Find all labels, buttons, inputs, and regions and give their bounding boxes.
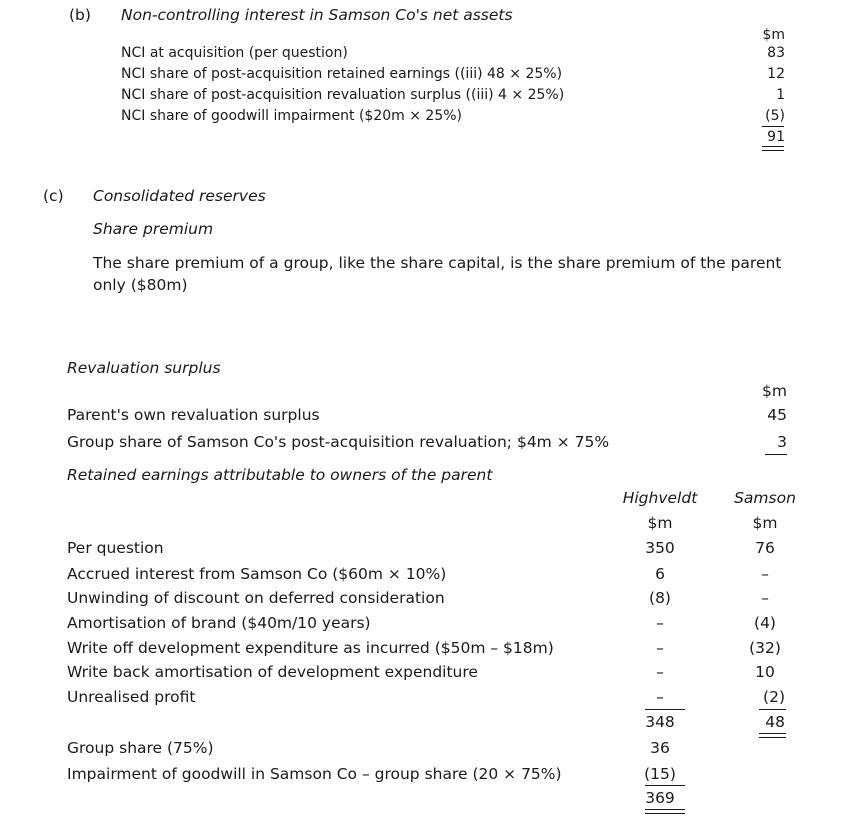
highveldt-unit: $m — [647, 514, 673, 532]
section-c-label: (c) — [43, 187, 64, 205]
highveldt-value: 6 — [655, 565, 665, 583]
highveldt-value: (8) — [649, 589, 671, 607]
nci-row-label: NCI share of post-acquisition retained earnings ((iii) 48 × 25%) — [121, 66, 563, 82]
samson-value: 76 — [755, 539, 775, 557]
retained-row-label: Per question — [67, 539, 164, 557]
nci-row-label: NCI at acquisition (per question) — [121, 45, 348, 61]
share-premium-heading: Share premium — [93, 220, 214, 238]
subtotal-rule — [645, 709, 685, 710]
revaluation-row-value: 3 — [777, 433, 787, 451]
nci-row-label: NCI share of post-acquisition revaluation surplus ((iii) 4 × 25%) — [121, 87, 565, 103]
total-double-rule — [645, 809, 685, 814]
revaluation-row-label: Group share of Samson Co's post-acquisition revaluation; $4m × 75% — [67, 433, 610, 451]
retained-row-label: Write off development expenditure as incurred ($50m – $18m) — [67, 639, 554, 657]
retained-row-label: Unrealised profit — [67, 688, 196, 706]
subtotal-rule — [762, 126, 784, 127]
highveldt-value: – — [656, 663, 664, 681]
subtotal-rule — [765, 454, 787, 455]
retained-row-label: Write back amortisation of development expenditure — [67, 663, 478, 681]
samson-subtotal: 48 — [765, 713, 785, 731]
revaluation-unit: $m — [762, 382, 787, 400]
samson-value: (32) — [749, 639, 781, 657]
impairment-label: Impairment of goodwill in Samson Co – group share (20 × 75%) — [67, 765, 562, 783]
retained-row-label: Amortisation of brand ($40m/10 years) — [67, 614, 371, 632]
share-premium-text: The share premium of a group, like the share capital, is the share premium of the parent — [93, 254, 782, 272]
samson-unit: $m — [752, 514, 778, 532]
section-b-label: (b) — [69, 6, 91, 24]
revaluation-row-label: Parent's own revaluation surplus — [67, 406, 320, 424]
revaluation-row-value: 45 — [767, 406, 787, 424]
highveldt-value: 350 — [645, 539, 675, 557]
samson-value: 10 — [755, 663, 775, 681]
retained-row-label: Unwinding of discount on deferred consideration — [67, 589, 445, 607]
retained-total: 369 — [645, 789, 675, 807]
nci-row-value: 83 — [767, 45, 785, 61]
highveldt-value: – — [656, 688, 664, 706]
nci-row-value: (5) — [765, 108, 785, 124]
highveldt-header: Highveldt — [622, 489, 698, 507]
nci-row-value: 12 — [767, 66, 785, 82]
nci-total: 91 — [767, 129, 785, 145]
highveldt-subtotal: 348 — [645, 713, 675, 731]
section-c-title: Consolidated reserves — [93, 187, 266, 205]
retained-row-label: Accrued interest from Samson Co ($60m × 10%) — [67, 565, 447, 583]
revaluation-heading: Revaluation surplus — [67, 359, 221, 377]
highveldt-value: – — [656, 614, 664, 632]
subtotal-rule — [645, 785, 685, 786]
group-share-value: 36 — [650, 739, 670, 757]
share-premium-text: only ($80m) — [93, 276, 188, 294]
retained-heading: Retained earnings attributable to owners of the parent — [67, 466, 493, 484]
subtotal-rule — [759, 709, 786, 710]
group-share-label: Group share (75%) — [67, 739, 214, 757]
nci-row-value: 1 — [776, 87, 785, 103]
samson-value: (4) — [754, 614, 776, 632]
samson-value: – — [761, 565, 769, 583]
samson-header: Samson — [734, 489, 796, 507]
section-b-unit: $m — [762, 27, 785, 43]
highveldt-value: – — [656, 639, 664, 657]
total-double-rule — [762, 146, 784, 151]
total-double-rule — [759, 733, 786, 738]
nci-row-label: NCI share of goodwill impairment ($20m × 25%) — [121, 108, 462, 124]
section-b-title: Non-controlling interest in Samson Co's net assets — [121, 6, 513, 24]
samson-value: – — [761, 589, 769, 607]
samson-value: (2) — [763, 688, 785, 706]
impairment-value: (15) — [644, 765, 676, 783]
